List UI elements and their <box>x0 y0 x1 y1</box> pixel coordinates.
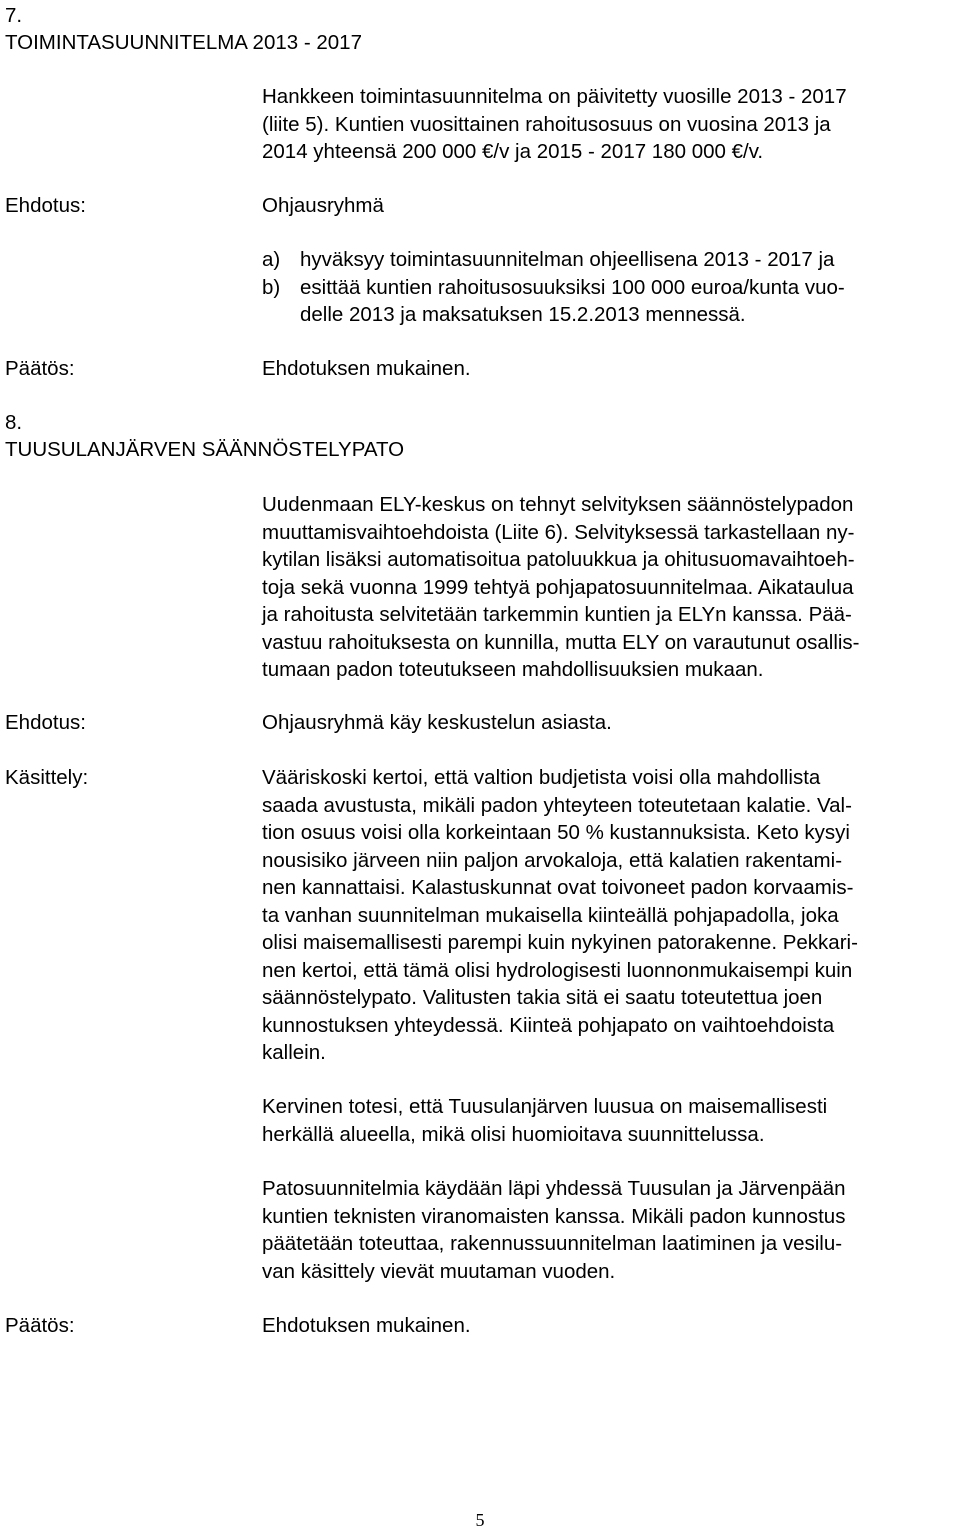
text-line: 2014 yhteensä 200 000 €/v ja 2015 - 2017 180 000 €/v. <box>262 140 764 163</box>
text-line: hyväksyy toimintasuunnitelman ohjeellisena 2013 - 2017 ja <box>300 248 835 271</box>
text-line: Uudenmaan ELY-keskus on tehnyt selvityksen säännöstelypadon <box>262 493 854 516</box>
text-line: Vääriskoski kertoi, että valtion budjetista voisi olla mahdollista <box>262 766 821 789</box>
section-8-proposal-text: Ohjausryhmä käy keskustelun asiasta. <box>262 711 612 734</box>
section-7-intro <box>262 83 952 166</box>
section-8-discussion-paragraph-2 <box>262 1093 952 1148</box>
text-line: esittää kuntien rahoitusosuuksiksi 100 000 euroa/kunta vuo- <box>300 275 845 299</box>
section-7-proposal-label: Ehdotus: <box>5 194 86 217</box>
text-line: toja sekä vuonna 1999 tehtyä pohjapatosuunnitelmaa. Aikataulua <box>262 575 854 599</box>
section-8-proposal-label: Ehdotus: <box>5 711 86 734</box>
text-line: kunnostuksen yhteydessä. Kiinteä pohjapato on vaihtoehdoista <box>262 1013 835 1037</box>
text-line: nousisiko järveen niin paljon arvokaloja, että kalatien rakentami- <box>262 848 843 872</box>
section-7-decision-label: Päätös: <box>5 357 75 380</box>
section-8-discussion-paragraph-1 <box>262 764 952 1067</box>
text-line: tion osuus voisi olla korkeintaan 50 % kustannuksista. Keto kysyi <box>262 821 850 844</box>
list-marker: a) <box>262 248 281 271</box>
text-line: herkällä alueella, mikä olisi huomioitava suunnittelussa. <box>262 1122 765 1146</box>
section-8-discussion-label: Käsittely: <box>5 766 89 789</box>
list-marker: b) <box>262 275 281 299</box>
text-line: ja rahoitusta selvitetään tarkemmin kuntien ja ELYn kanssa. Pää- <box>262 603 852 626</box>
text-line: säännöstelypato. Valitusten takia sitä ei saatu toteutettua joen <box>262 986 823 1009</box>
list-item <box>262 246 952 274</box>
section-7-proposal-text: Ohjausryhmä <box>262 194 384 217</box>
section-7-proposal-list <box>262 246 952 329</box>
text-line: muuttamisvaihtoehdoista (Liite 6). Selvityksessä tarkastellaan ny- <box>262 520 855 544</box>
section-8-decision-label: Päätös: <box>5 1314 75 1337</box>
text-line: van käsittely vievät muutaman vuoden. <box>262 1259 616 1283</box>
text-line: kytilan lisäksi automatisoitua patoluukkua ja ohitusuomavaihtoeh- <box>262 548 855 571</box>
text-line: olisi maisemallisesti parempi kuin nykyinen patorakenne. Pekkari- <box>262 931 858 954</box>
text-line: nen kertoi, että tämä olisi hydrologisesti luonnonmukaisempi kuin <box>262 958 853 982</box>
section-7-number: 7. <box>5 4 23 27</box>
text-line: (liite 5). Kuntien vuosittainen rahoitusosuus on vuosina 2013 ja <box>262 112 831 136</box>
page-number: 5 <box>475 1510 485 1530</box>
section-8-number: 8. <box>5 411 23 434</box>
section-8-decision-text: Ehdotuksen mukainen. <box>262 1314 471 1337</box>
text-line: Patosuunnitelmia käydään läpi yhdessä Tuusulan ja Järvenpään <box>262 1177 846 1200</box>
text-line: tumaan padon toteutukseen mahdollisuuksien mukaan. <box>262 658 764 681</box>
text-line: delle 2013 ja maksatuksen 15.2.2013 mennessä. <box>300 303 746 326</box>
text-line: ta vanhan suunnitelman mukaisella kiinteällä pohjapadolla, joka <box>262 903 839 927</box>
list-item <box>262 274 952 329</box>
section-7-title: TOIMINTASUUNNITELMA 2013 - 2017 <box>5 31 362 54</box>
text-line: Hankkeen toimintasuunnitelma on päivitetty vuosille 2013 - 2017 <box>262 85 847 108</box>
section-8-discussion-paragraph-3 <box>262 1175 952 1285</box>
text-line: vastuu rahoituksesta on kunnilla, mutta ELY on varautunut osallis- <box>262 630 860 654</box>
text-line: saada avustusta, mikäli padon yhteyteen toteutetaan kalatie. Val- <box>262 793 852 817</box>
section-7-decision-text: Ehdotuksen mukainen. <box>262 357 471 380</box>
text-line: Kervinen totesi, että Tuusulanjärven luusua on maisemallisesti <box>262 1095 828 1118</box>
text-line: päätetään toteuttaa, rakennussuunnitelman laatiminen ja vesilu- <box>262 1232 843 1255</box>
text-line: kallein. <box>262 1041 326 1064</box>
section-8-intro <box>262 491 952 684</box>
text-line: kuntien teknisten viranomaisten kanssa. Mikäli padon kunnostus <box>262 1204 846 1228</box>
section-8-title: TUUSULANJÄRVEN SÄÄNNÖSTELYPATO <box>5 438 405 461</box>
text-line: nen kannattaisi. Kalastuskunnat ovat toivoneet padon korvaamis- <box>262 876 854 899</box>
